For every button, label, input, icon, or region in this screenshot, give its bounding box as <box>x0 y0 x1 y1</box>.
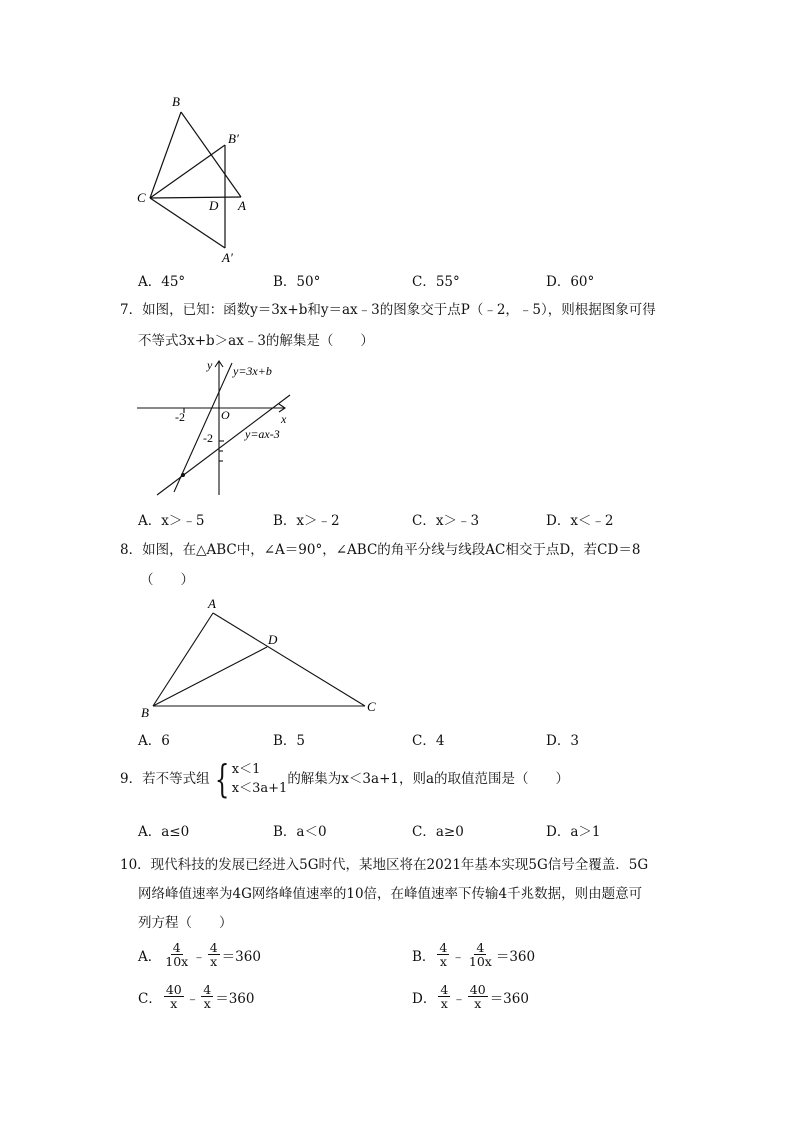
q10-option-c-label: C． <box>138 990 162 1007</box>
frac-den: x <box>474 996 482 1011</box>
q6-label-D: D <box>209 198 219 213</box>
q10-option-b <box>412 941 535 968</box>
q8-option-a: A．6 <box>138 733 170 749</box>
q10-stem-line3: 列方程（ ） <box>138 915 233 931</box>
frac-num: 4 <box>203 982 212 997</box>
frac-den: 10x <box>165 954 189 969</box>
q6-option-c: C．55° <box>412 274 460 290</box>
q9-row1: x＜1 <box>231 762 261 777</box>
q9-option-b: B．a＜0 <box>273 824 327 840</box>
q8-label-C: C <box>367 699 376 714</box>
q9-suffix: 的解集为x＜3a+1，则a的取值范围是（ ） <box>287 771 570 787</box>
q10-option-d-label: D． <box>412 990 437 1007</box>
q10-option-a-label: A． <box>138 948 162 965</box>
q10-stem-line2: 网络峰值速率为4G网络峰值速率的10倍，在峰值速率下传输4千兆数据，则由题意可 <box>138 886 643 902</box>
frac-den: 10x <box>468 954 492 969</box>
q9-option-d: D．a＞1 <box>546 824 601 840</box>
q6-label-Ap: A′ <box>222 250 233 265</box>
q6-label-A: A <box>238 198 246 213</box>
frac-den: x <box>203 996 211 1011</box>
q6-option-a: A．45° <box>138 274 186 290</box>
q7-line-3x-plus-b <box>174 363 232 492</box>
frac-den: x <box>210 954 218 969</box>
q10-option-a-frac2 <box>208 941 220 968</box>
q9-option-c: C．a≥0 <box>412 824 464 840</box>
q8-label-B: B <box>141 705 149 720</box>
q8-option-d: D．3 <box>546 733 579 749</box>
q9-stem <box>120 757 570 801</box>
q8-seg-AB <box>153 613 213 706</box>
q7-label-line2: y=ax-3 <box>245 427 280 441</box>
frac-num: 40 <box>165 982 182 997</box>
q7-label-xtick: -2 <box>175 410 185 424</box>
q6-seg-BC <box>150 112 181 198</box>
q9-row2: x＜3a+1 <box>231 781 288 796</box>
q6-option-d: D．60° <box>546 274 595 290</box>
minus-sign: ﹣ <box>451 948 465 965</box>
frac-den: x <box>440 996 448 1011</box>
q10-option-d <box>412 983 529 1010</box>
frac-den: x <box>439 954 447 969</box>
q9-prefix: 9．若不等式组 <box>120 771 210 787</box>
q7-label-line1: y=3x+b <box>233 364 272 378</box>
frac-num: 4 <box>172 940 181 955</box>
q10-option-a-frac1 <box>163 941 190 968</box>
q10-option-d-frac2 <box>468 983 488 1010</box>
frac-num: 4 <box>440 982 449 997</box>
minus-sign: ﹣ <box>192 948 206 965</box>
q8-option-c: C．4 <box>412 733 445 749</box>
q8-stem-line2: （ ） <box>140 572 194 588</box>
q10-option-d-frac1 <box>438 983 450 1010</box>
q7-option-a: A．x＞﹣5 <box>138 513 205 529</box>
q10-option-b-frac1 <box>437 941 449 968</box>
q6-label-B: B <box>172 94 180 109</box>
frac-num: 40 <box>469 982 486 997</box>
q8-label-A: A <box>208 596 216 611</box>
q8-seg-BD <box>153 647 267 706</box>
q8-figure <box>135 595 385 725</box>
q10-option-c <box>138 983 254 1010</box>
q7-label-O: O <box>221 408 230 422</box>
q7-option-c: C．x＞﹣3 <box>412 513 480 529</box>
frac-num: 4 <box>209 940 218 955</box>
q10-option-b-frac2 <box>467 941 494 968</box>
frac-num: 4 <box>439 940 448 955</box>
q9-option-a: A．a≤0 <box>138 824 190 840</box>
rhs: ＝360 <box>221 948 261 965</box>
q9-inequality-system <box>210 757 288 801</box>
rhs: ＝360 <box>215 990 255 1007</box>
q7-stem-line2: 不等式3x+b＞ax﹣3的解集是（ ） <box>138 333 374 349</box>
q6-seg-CBp <box>150 145 225 198</box>
q8-option-b: B．5 <box>273 733 306 749</box>
frac-den: x <box>170 996 178 1011</box>
q10-stem-line1: 10．现代科技的发展已经进入5G时代，某地区将在2021年基本实现5G信号全覆盖．5G <box>120 857 649 873</box>
q10-option-a <box>138 941 261 968</box>
q7-point-P <box>181 473 185 477</box>
q6-figure <box>130 90 260 270</box>
q9-brace: { <box>214 757 229 801</box>
q7-label-y: y <box>207 358 213 372</box>
q6-option-b: B．50° <box>273 274 321 290</box>
q6-label-Bp: B′ <box>228 131 239 146</box>
q7-label-x: x <box>281 412 287 426</box>
q10-option-b-label: B． <box>412 948 436 965</box>
q6-label-C: C <box>137 190 146 205</box>
minus-sign: ﹣ <box>452 990 466 1007</box>
q7-option-d: D．x＜﹣2 <box>546 513 614 529</box>
rhs: ＝360 <box>489 990 529 1007</box>
q6-seg-CA <box>150 197 241 198</box>
q10-option-c-frac2 <box>201 983 213 1010</box>
q8-stem-line1: 8．如图，在△ABC中，∠A＝90°，∠ABC的角平分线与线段AC相交于点D，若CD＝8 <box>120 542 641 558</box>
rhs: ＝360 <box>495 948 536 965</box>
q7-option-b: B．x＞﹣2 <box>273 513 340 529</box>
q8-seg-AC <box>213 613 365 706</box>
frac-num: 4 <box>476 940 485 955</box>
q7-figure <box>135 355 300 500</box>
minus-sign: ﹣ <box>185 990 200 1007</box>
q7-stem-line1: 7．如图，已知：函数y＝3x+b和y＝ax﹣3的图象交于点P（﹣2，﹣5），则根据图象可得 <box>120 302 656 318</box>
q10-option-c-frac1 <box>164 983 184 1010</box>
q8-label-D: D <box>268 632 278 647</box>
q7-label-ytick: -2 <box>203 431 213 445</box>
